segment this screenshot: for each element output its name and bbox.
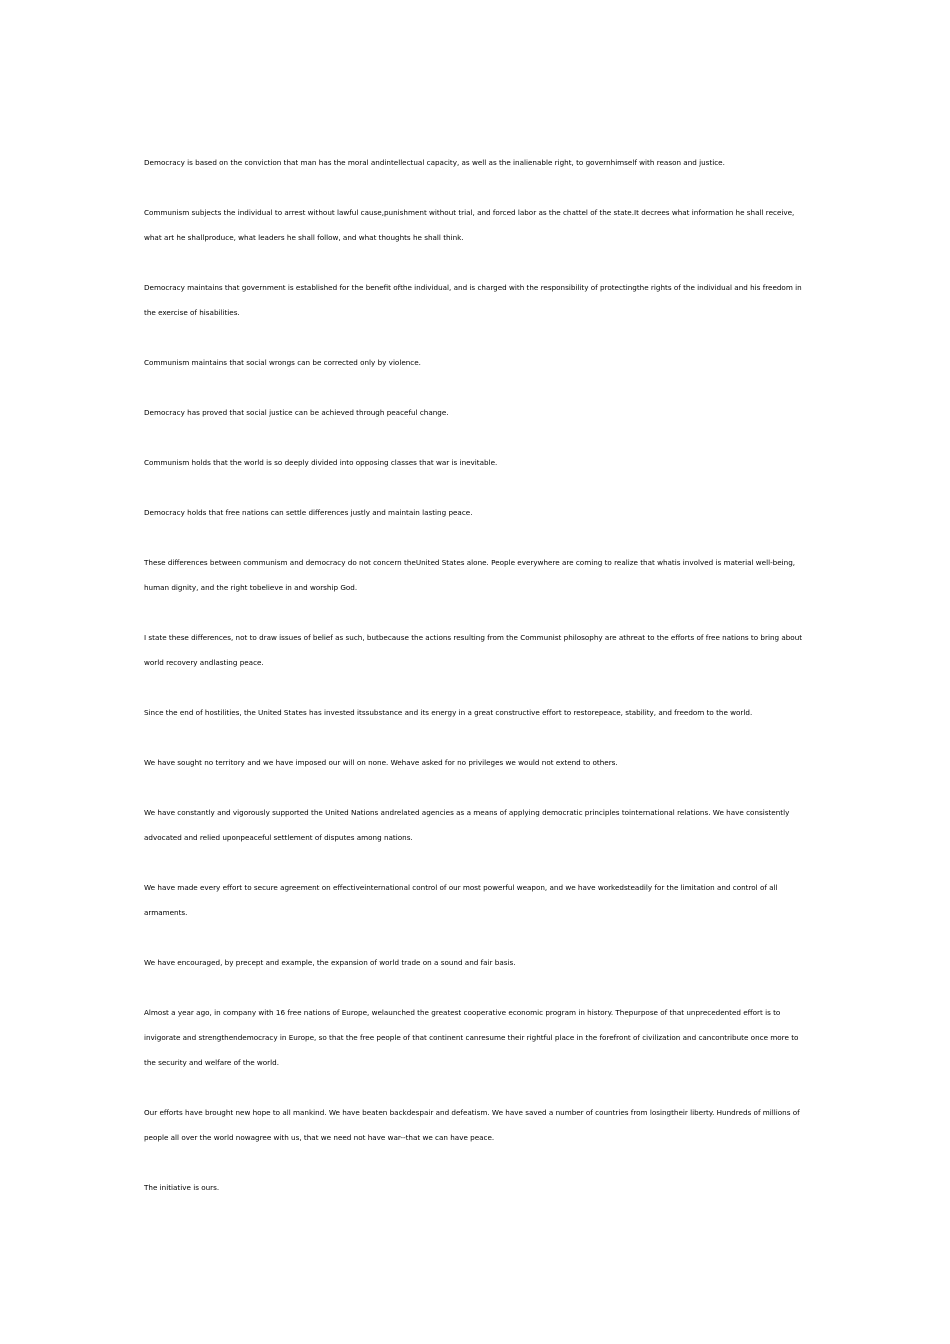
paragraph-14: We have encouraged, by precept and example, the expansion of world trade on a sound and fair basis.	[144, 958, 516, 967]
paragraph-9: I state these differences, not to draw issues of belief as such, butbecause the actions resulting from the Communist philosophy are athreat to the efforts of free nations to bring about world recovery andlasting peace.	[144, 633, 803, 667]
paragraph-8: These differences between communism and democracy do not concern theUnited States alone. People everywhere are coming to realize that whatis involved is material well-being, human dignity, and the right tobelieve in and worship God.	[144, 558, 796, 592]
paragraph-17: The initiative is ours.	[144, 1183, 220, 1192]
paragraph-10: Since the end of hostilities, the United States has invested itssubstance and its energy in a great constructive effort to restorepeace, stability, and freedom to the world.	[144, 708, 753, 717]
paragraph-13: We have made every effort to secure agreement on effectiveinternational control of our most powerful weapon, and we have workedsteadily for the limitation and control of all armaments.	[144, 883, 778, 917]
paragraph-1: Democracy is based on the conviction that man has the moral andintellectual capacity, as well as the inalienable right, to governhimself with reason and justice.	[144, 158, 725, 167]
paragraph-11: We have sought no territory and we have imposed our will on none. Wehave asked for no privileges we would not extend to others.	[144, 758, 618, 767]
paragraph-3: Democracy maintains that government is established for the benefit ofthe individual, and is charged with the responsibility of protectingthe rights of the individual and his freedom in the exercise of hisabilities.	[144, 283, 802, 317]
paragraph-16: Our efforts have brought new hope to all mankind. We have beaten backdespair and defeatism. We have saved a number of countries from losingtheir liberty. Hundreds of millions of people all over the world nowagree with us, that we need not have war--that we can have peace.	[144, 1108, 800, 1142]
paragraph-15: Almost a year ago, in company with 16 free nations of Europe, welaunched the greatest cooperative economic program in history. Thepurpose of that unprecedented effort is to invigorate and strengthendemocracy in Europe, so that the free people of that continent canresume their rightful place in the forefront of civilization and cancontribute once more to the security and welfare of the world.	[144, 1008, 799, 1067]
paragraph-2: Communism subjects the individual to arrest without lawful cause,punishment without trial, and forced labor as the chattel of the state.It decrees what information he shall receive, what art he shallproduce, what leaders he shall follow, and what thoughts he shall think.	[144, 208, 795, 242]
paragraph-5: Democracy has proved that social justice can be achieved through peaceful change.	[144, 408, 449, 417]
paragraph-12: We have constantly and vigorously supported the United Nations andrelated agencies as a means of applying democratic principles tointernational relations. We have consistently advocated and relied uponpeaceful settlement of disputes among nations.	[144, 808, 790, 842]
paragraph-7: Democracy holds that free nations can settle differences justly and maintain lasting peace.	[144, 508, 473, 517]
document-body	[144, 150, 809, 1225]
paragraph-4: Communism maintains that social wrongs can be corrected only by violence.	[144, 358, 421, 367]
paragraph-6: Communism holds that the world is so deeply divided into opposing classes that war is inevitable.	[144, 458, 498, 467]
